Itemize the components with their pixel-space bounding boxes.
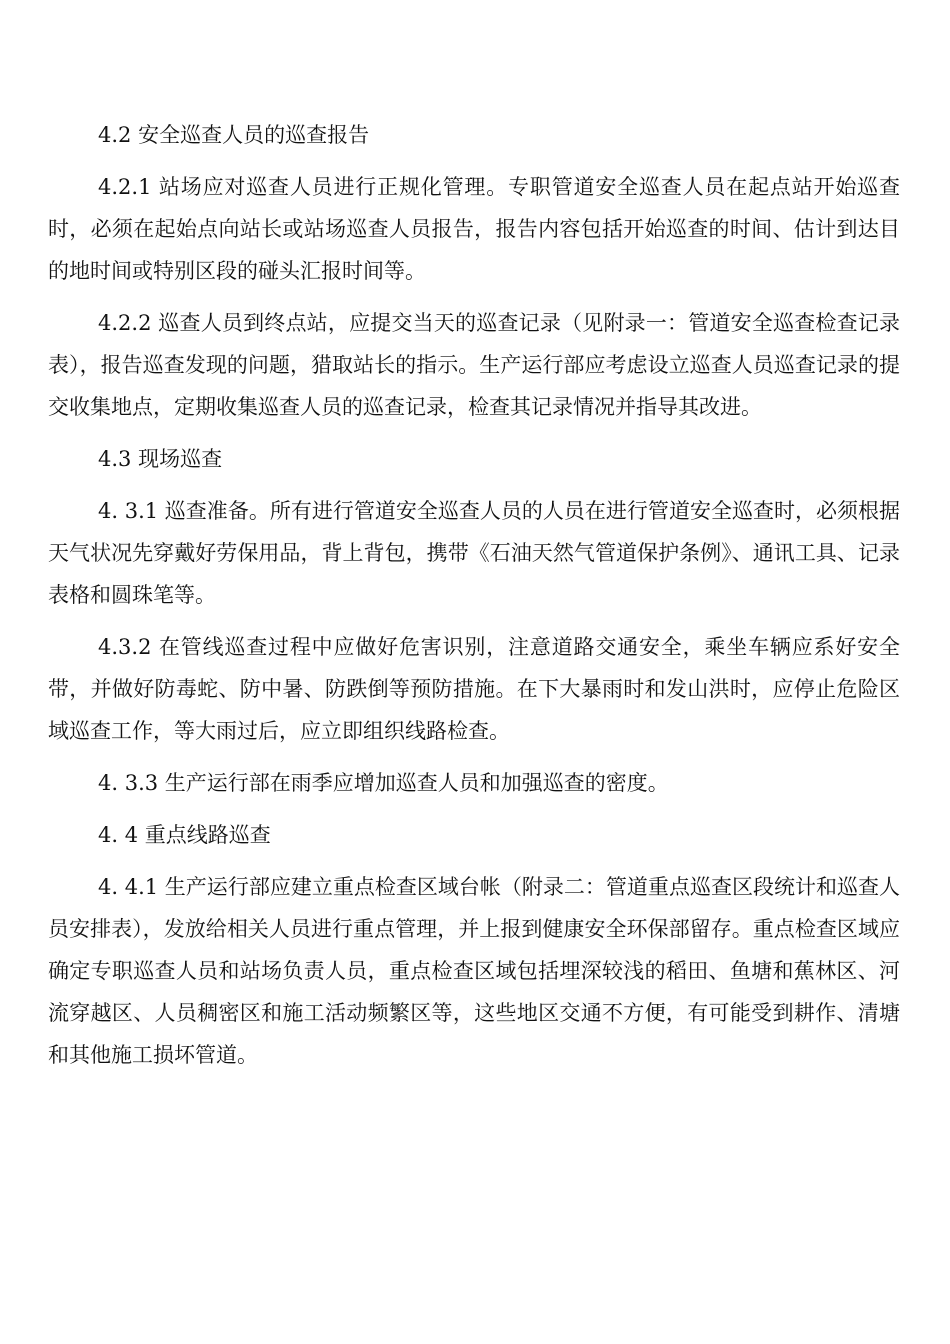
paragraph-4-2-2: 4.2.2 巡查人员到终点站，应提交当天的巡查记录（见附录一：管道安全巡查检查记录表），报告巡查发现的问题，猎取站长的指示。生产运行部应考虑设立巡查人员巡查记录的提交收集地点，定期收集巡查人员的巡查记录，检查其记录情况并指导其改进。 [48,311,900,419]
section-heading-4-3: 4.3 现场巡查 [98,447,223,471]
paragraph-4-2-1: 4.2.1 站场应对巡查人员进行正规化管理。专职管道安全巡查人员在起点站开始巡查时，必须在起始点向站长或站场巡查人员报告，报告内容包括开始巡查的时间、估计到达目的地时间或特别区段的碰头汇报时间等。 [48,175,900,283]
paragraph-4-3-1: 4. 3.1 巡查准备。所有进行管道安全巡查人员的人员在进行管道安全巡查时，必须根据天气状况先穿戴好劳保用品，背上背包，携带《石油天然气管道保护条例》、通讯工具、记录表格和圆珠笔等。 [48,499,900,607]
section-heading-4-2: 4.2 安全巡查人员的巡查报告 [98,123,370,147]
section-heading-4-4: 4. 4 重点线路巡查 [98,823,271,847]
paragraph-4-4-1: 4. 4.1 生产运行部应建立重点检查区域台帐（附录二：管道重点巡查区段统计和巡查人员安排表），发放给相关人员进行重点管理，并上报到健康安全环保部留存。重点检查区域应确定专职巡查人员和站场负责人员，重点检查区域包括埋深较浅的稻田、鱼塘和蕉林区、河流穿越区、人员稠密区和施工活动频繁区等，这些地区交通不方便，有可能受到耕作、清塘和其他施工损坏管道。 [48,875,900,1067]
document-body [48,114,900,1086]
paragraph-4-3-3: 4. 3.3 生产运行部在雨季应增加巡查人员和加强巡查的密度。 [98,771,669,795]
paragraph-4-3-2: 4.3.2 在管线巡查过程中应做好危害识别，注意道路交通安全，乘坐车辆应系好安全带，并做好防毒蛇、防中暑、防跌倒等预防措施。在下大暴雨时和发山洪时，应停止危险区域巡查工作，等大雨过后，应立即组织线路检查。 [48,635,900,743]
